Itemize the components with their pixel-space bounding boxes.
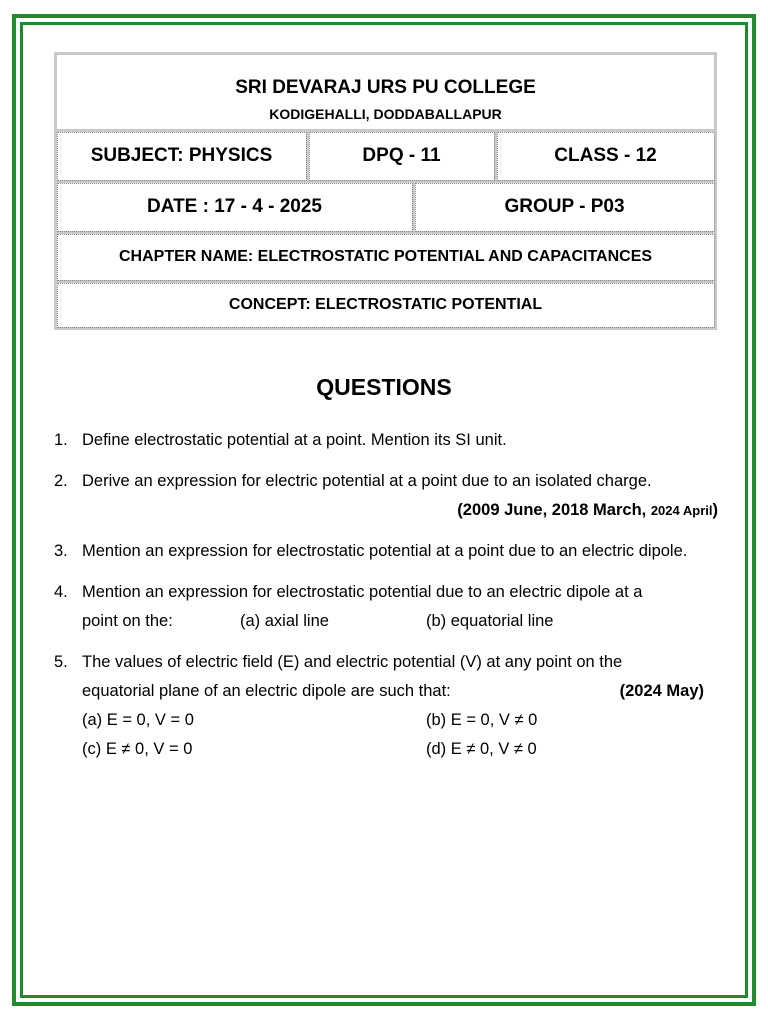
year-reference-main: (2009 June, 2018 March, xyxy=(457,501,651,519)
option-row xyxy=(82,735,714,764)
class-cell: CLASS - 12 xyxy=(496,131,716,182)
year-reference xyxy=(82,496,718,525)
question-item xyxy=(54,426,714,455)
group-cell: GROUP - P03 xyxy=(414,182,716,233)
subject-cell: SUBJECT: PHYSICS xyxy=(56,131,308,182)
option-c: (c) E ≠ 0, V = 0 xyxy=(82,740,193,758)
college-name: SRI DEVARAJ URS PU COLLEGE xyxy=(56,54,716,100)
question-text: Mention an expression for electrostatic potential at a point due to an electric dipole. xyxy=(82,542,688,560)
option-b: (b) E = 0, V ≠ 0 xyxy=(426,711,538,729)
question-number: 3. xyxy=(54,542,68,560)
question-item xyxy=(54,648,714,764)
year-reference-close: ) xyxy=(712,501,718,519)
chapter-cell: CHAPTER NAME: ELECTROSTATIC POTENTIAL AND CAPACITANCES xyxy=(56,233,716,282)
question-item xyxy=(54,467,718,525)
option-equatorial: (b) equatorial line xyxy=(426,612,554,630)
question-number: 4. xyxy=(54,583,68,601)
option-d: (d) E ≠ 0, V ≠ 0 xyxy=(426,740,537,758)
question-item xyxy=(54,578,714,636)
year-reference-small: 2024 April xyxy=(650,503,713,518)
questions-list xyxy=(54,426,718,776)
dpq-cell: DPQ - 11 xyxy=(308,131,496,182)
date-cell: DATE : 17 - 4 - 2025 xyxy=(56,182,414,233)
question-number: 1. xyxy=(54,431,68,449)
option-axial: (a) axial line xyxy=(240,612,329,630)
question-number: 5. xyxy=(54,653,68,671)
question-text: Define electrostatic potential at a point. Mention its SI unit. xyxy=(82,431,507,449)
concept-cell: CONCEPT: ELECTROSTATIC POTENTIAL xyxy=(56,282,716,329)
questions-heading: QUESTIONS xyxy=(316,374,452,400)
question-text: Derive an expression for electric potential at a point due to an isolated charge. xyxy=(82,472,652,490)
question-number: 2. xyxy=(54,472,68,490)
question-item xyxy=(54,537,714,566)
header-table xyxy=(54,52,717,330)
question-text-line2: point on the: xyxy=(82,612,173,630)
college-location: KODIGEHALLI, DODDABALLAPUR xyxy=(56,99,716,131)
option-row xyxy=(82,607,714,636)
year-reference: (2024 May) xyxy=(619,682,704,700)
question-line2-row xyxy=(82,677,714,706)
option-row xyxy=(82,706,714,735)
option-a: (a) E = 0, V = 0 xyxy=(82,711,194,729)
question-text: Mention an expression for electrostatic potential due to an electric dipole at a xyxy=(82,583,643,601)
question-text: The values of electric field (E) and electric potential (V) at any point on the xyxy=(82,653,623,671)
question-text-line2: equatorial plane of an electric dipole are such that: xyxy=(82,682,451,700)
